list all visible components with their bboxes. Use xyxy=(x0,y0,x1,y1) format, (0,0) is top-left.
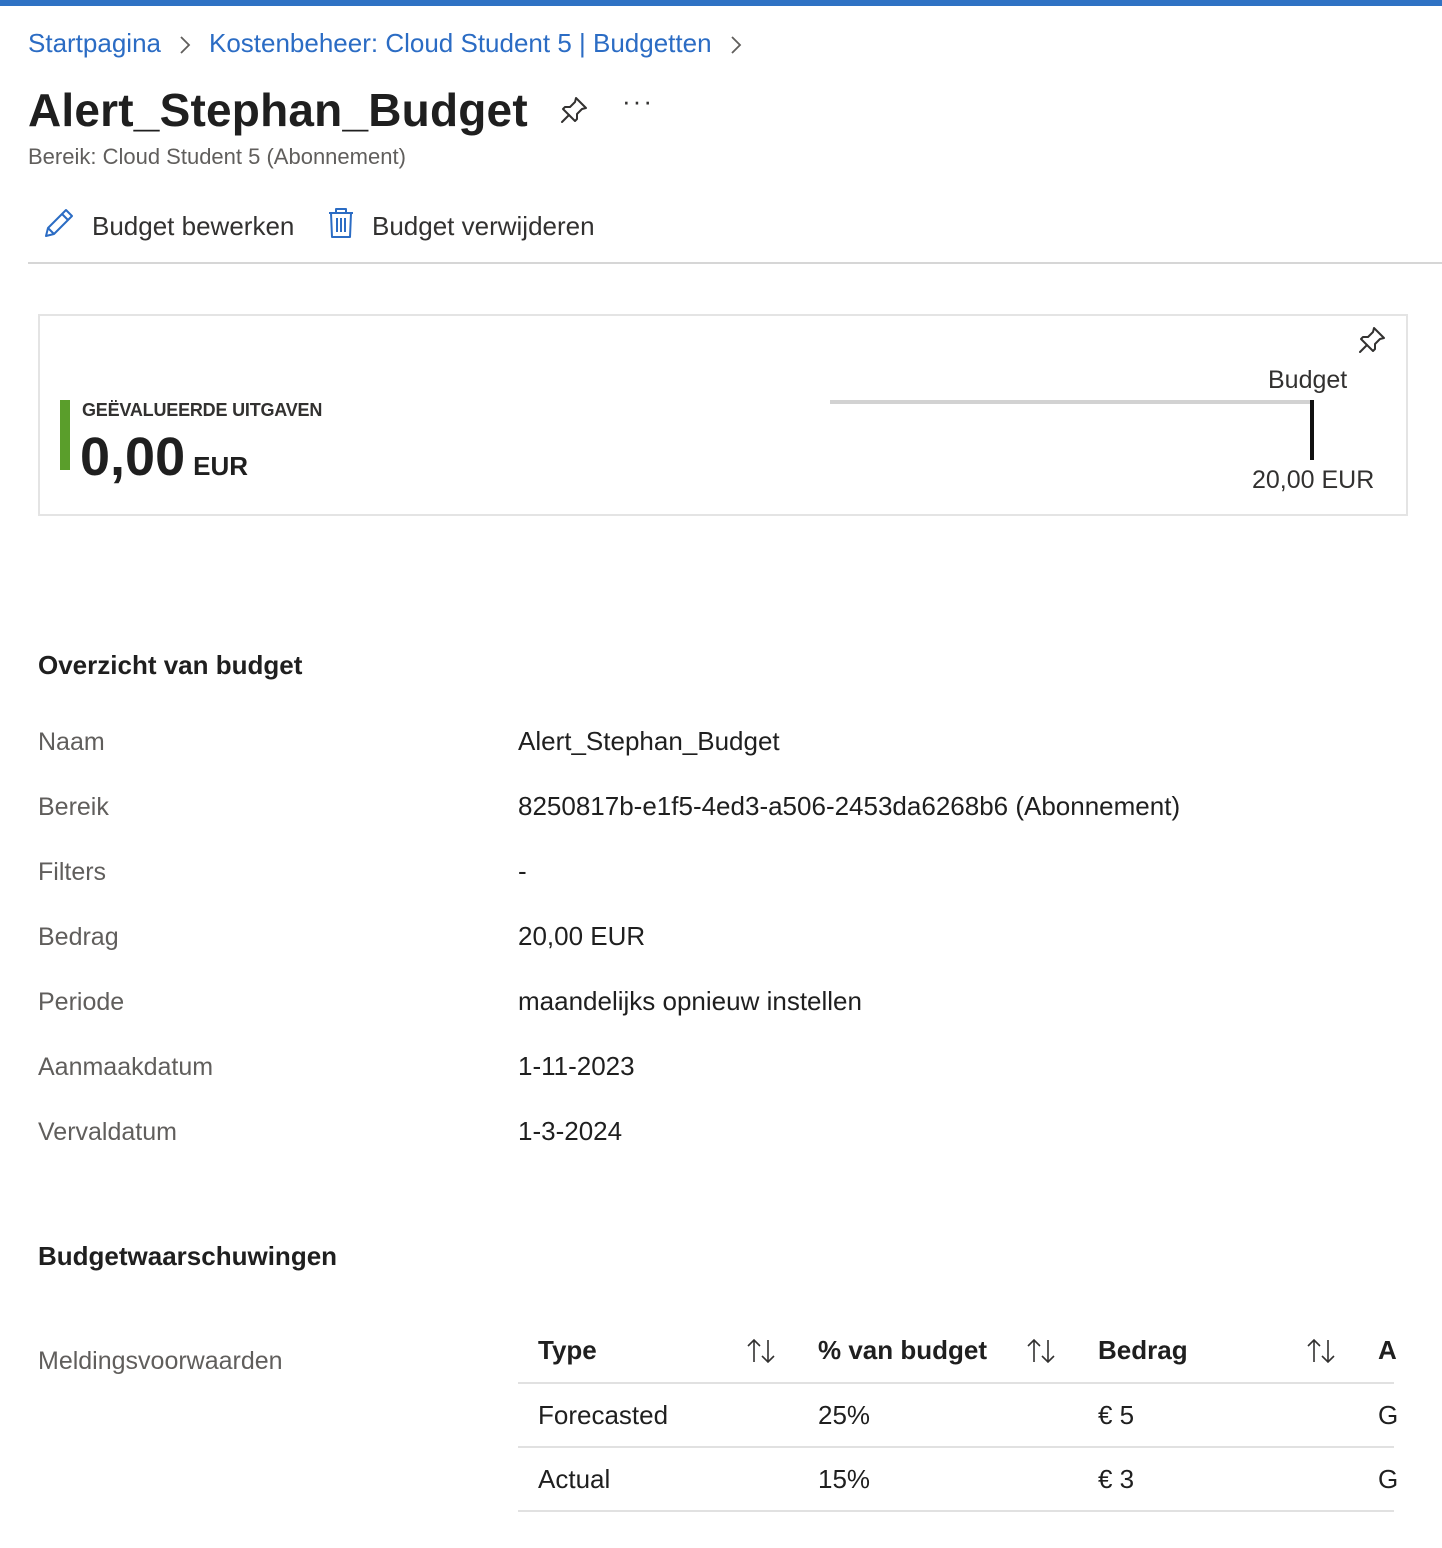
overview-label: Naam xyxy=(38,728,105,756)
scope-subtitle: Bereik: Cloud Student 5 (Abonnement) xyxy=(28,144,406,169)
gauge-budget-value: 20,00 EUR xyxy=(1252,466,1375,494)
command-bar xyxy=(28,196,1442,264)
trash-icon xyxy=(326,206,372,247)
overview-value: 8250817b-e1f5-4ed3-a506-2453da6268b6 (Abonnement) xyxy=(518,791,1181,821)
overview-value: 1-3-2024 xyxy=(518,1116,623,1146)
overview-label: Periode xyxy=(38,988,125,1016)
breadcrumb-budgets-link[interactable]: Kostenbeheer: Cloud Student 5 | Budgetten xyxy=(208,27,712,58)
gauge-budget-label: Budget xyxy=(1268,366,1348,394)
chevron-right-icon xyxy=(712,28,760,59)
delete-budget-label: Budget verwijderen xyxy=(372,210,595,241)
sort-icon[interactable] xyxy=(744,1336,784,1366)
pencil-icon xyxy=(42,206,92,247)
top-accent-bar xyxy=(0,0,1442,6)
sort-icon[interactable] xyxy=(1024,1336,1064,1366)
cell-type: Actual xyxy=(538,1464,611,1494)
overview-label: Bereik xyxy=(38,793,109,821)
spend-indicator-bar xyxy=(60,400,70,470)
overview-label: Filters xyxy=(38,858,107,886)
cell-type: Forecasted xyxy=(538,1400,669,1430)
table-header-row xyxy=(518,1318,1397,1384)
alerts-section-title: Budgetwaarschuwingen xyxy=(38,1241,338,1271)
edit-budget-button[interactable] xyxy=(42,206,294,246)
cell-amount: € 3 xyxy=(1098,1464,1135,1494)
cell-truncated: G xyxy=(1378,1400,1399,1430)
column-header-amount[interactable]: Bedrag xyxy=(1098,1335,1188,1365)
cell-percent: 25% xyxy=(818,1400,871,1430)
evaluated-spend-card xyxy=(38,314,1408,516)
overview-value: maandelijks opnieuw instellen xyxy=(518,986,862,1016)
title-row xyxy=(28,80,654,140)
pin-icon[interactable] xyxy=(1356,324,1388,356)
pin-icon[interactable] xyxy=(558,94,590,126)
overview-label: Bedrag xyxy=(38,923,119,951)
column-header-percent[interactable]: % van budget xyxy=(818,1335,988,1365)
more-options-button[interactable]: ··· xyxy=(622,86,654,116)
overview-value: 20,00 EUR xyxy=(518,921,646,951)
spend-label: GEËVALUEERDE UITGAVEN xyxy=(82,400,323,420)
cell-percent: 15% xyxy=(818,1464,871,1494)
overview-label: Aanmaakdatum xyxy=(38,1053,214,1081)
column-header-type[interactable]: Type xyxy=(538,1335,597,1365)
spend-currency: EUR xyxy=(193,451,249,481)
table-row xyxy=(518,1384,1399,1448)
overview-value: Alert_Stephan_Budget xyxy=(518,726,780,756)
cell-truncated: G xyxy=(1378,1464,1399,1494)
breadcrumb xyxy=(28,26,760,60)
overview-value: - xyxy=(518,856,527,886)
budget-gauge-track xyxy=(830,400,1312,404)
overview-section-title: Overzicht van budget xyxy=(38,650,303,680)
cell-amount: € 5 xyxy=(1098,1400,1135,1430)
breadcrumb-home-link[interactable]: Startpagina xyxy=(28,27,161,58)
chevron-right-icon xyxy=(161,28,209,59)
table-row xyxy=(518,1448,1399,1512)
alert-conditions-label: Meldingsvoorwaarden xyxy=(38,1347,283,1375)
sort-icon[interactable] xyxy=(1304,1336,1344,1366)
delete-budget-button[interactable] xyxy=(326,206,595,246)
budget-gauge-marker xyxy=(1310,400,1314,460)
overview-label: Vervaldatum xyxy=(38,1118,177,1146)
alert-conditions-table xyxy=(518,1318,1399,1512)
spend-value xyxy=(80,426,248,488)
page-title: Alert_Stephan_Budget xyxy=(28,84,528,136)
overview-value: 1-11-2023 xyxy=(518,1051,635,1081)
edit-budget-label: Budget bewerken xyxy=(92,210,295,241)
spend-amount: 0,00 xyxy=(80,427,186,487)
column-header-truncated[interactable]: A xyxy=(1378,1335,1397,1365)
